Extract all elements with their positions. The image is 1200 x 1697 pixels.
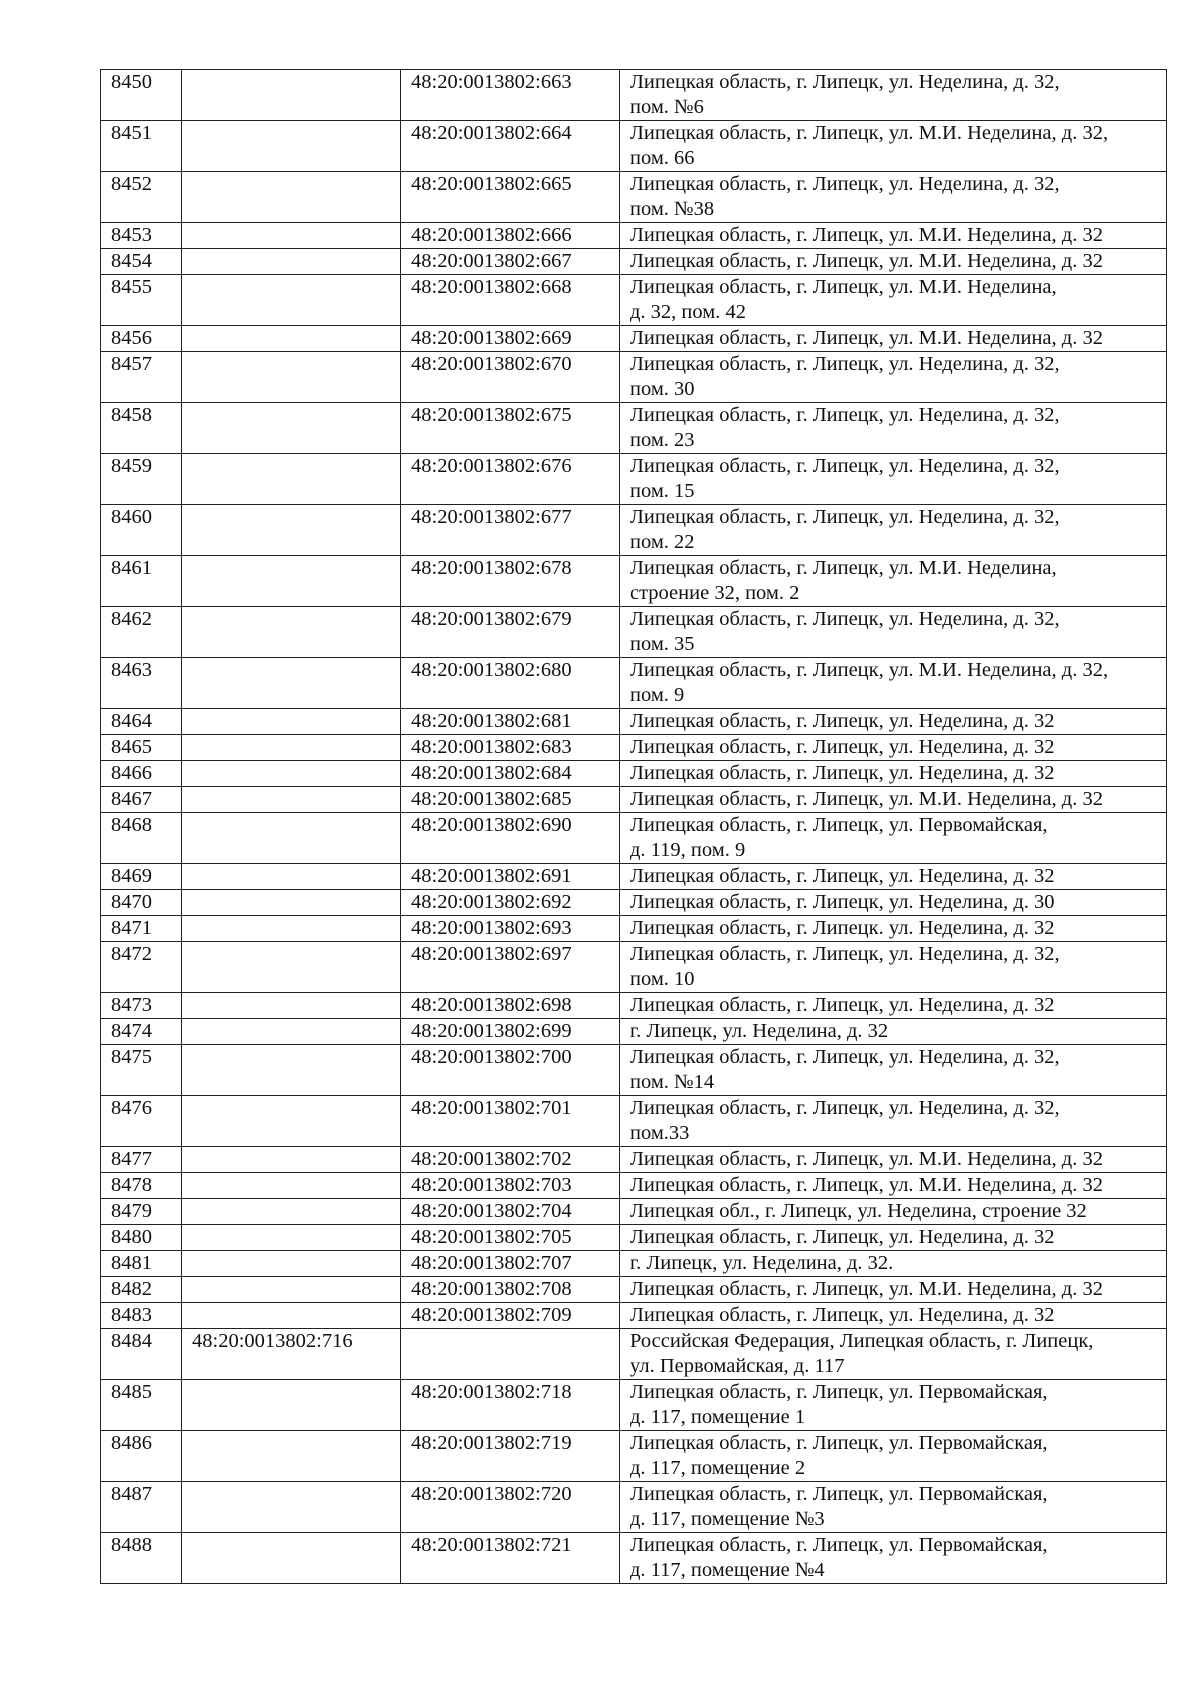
object-cadastral-number-cell: 48:20:0013802:670	[401, 352, 620, 403]
table-row	[101, 352, 1167, 403]
table-row	[101, 121, 1167, 172]
row-number-cell: 8452	[101, 172, 182, 223]
row-number-cell: 8462	[101, 607, 182, 658]
object-cadastral-number-cell: 48:20:0013802:677	[401, 505, 620, 556]
table-row	[101, 942, 1167, 993]
land-cadastral-number-cell	[182, 352, 401, 403]
address-cell: Липецкая область, г. Липецк. ул. Неделина, д. 32	[620, 916, 1167, 942]
table-row	[101, 1277, 1167, 1303]
address-cell: Липецкая область, г. Липецк, ул. Неделина, д. 32, пом. №38	[620, 172, 1167, 223]
table-row	[101, 1096, 1167, 1147]
table-row	[101, 1199, 1167, 1225]
table-row	[101, 709, 1167, 735]
table-row	[101, 1019, 1167, 1045]
land-cadastral-number-cell	[182, 735, 401, 761]
object-cadastral-number-cell: 48:20:0013802:691	[401, 864, 620, 890]
object-cadastral-number-cell: 48:20:0013802:690	[401, 813, 620, 864]
table-row	[101, 275, 1167, 326]
object-cadastral-number-cell: 48:20:0013802:718	[401, 1380, 620, 1431]
table-row	[101, 1482, 1167, 1533]
row-number-cell: 8475	[101, 1045, 182, 1096]
object-cadastral-number-cell: 48:20:0013802:664	[401, 121, 620, 172]
object-cadastral-number-cell: 48:20:0013802:708	[401, 1277, 620, 1303]
address-cell: Липецкая область, г. Липецк, ул. Неделина, д. 32, пом. 23	[620, 403, 1167, 454]
object-cadastral-number-cell: 48:20:0013802:675	[401, 403, 620, 454]
table-row	[101, 172, 1167, 223]
object-cadastral-number-cell: 48:20:0013802:680	[401, 658, 620, 709]
object-cadastral-number-cell: 48:20:0013802:665	[401, 172, 620, 223]
land-cadastral-number-cell	[182, 1045, 401, 1096]
address-cell: Липецкая область, г. Липецк, ул. М.И. Неделина, д. 32	[620, 787, 1167, 813]
table-row	[101, 1329, 1167, 1380]
row-number-cell: 8488	[101, 1533, 182, 1584]
row-number-cell: 8450	[101, 70, 182, 121]
row-number-cell: 8464	[101, 709, 182, 735]
row-number-cell: 8471	[101, 916, 182, 942]
address-cell: Липецкая область, г. Липецк, ул. М.И. Неделина, д. 32	[620, 249, 1167, 275]
land-cadastral-number-cell	[182, 916, 401, 942]
row-number-cell: 8469	[101, 864, 182, 890]
table-row	[101, 1431, 1167, 1482]
row-number-cell: 8467	[101, 787, 182, 813]
row-number-cell: 8451	[101, 121, 182, 172]
land-cadastral-number-cell	[182, 1225, 401, 1251]
address-cell: Липецкая область, г. Липецк, ул. Неделина, д. 32	[620, 993, 1167, 1019]
address-cell: Липецкая область, г. Липецк, ул. Неделина, д. 32, пом. 22	[620, 505, 1167, 556]
land-cadastral-number-cell	[182, 556, 401, 607]
address-cell: Липецкая область, г. Липецк, ул. Неделина, д. 32, пом. №14	[620, 1045, 1167, 1096]
land-cadastral-number-cell	[182, 275, 401, 326]
table-row	[101, 505, 1167, 556]
row-number-cell: 8482	[101, 1277, 182, 1303]
land-cadastral-number-cell	[182, 1277, 401, 1303]
address-cell: Липецкая область, г. Липецк, ул. М.И. Неделина, строение 32, пом. 2	[620, 556, 1167, 607]
object-cadastral-number-cell: 48:20:0013802:692	[401, 890, 620, 916]
address-cell: г. Липецк, ул. Неделина, д. 32.	[620, 1251, 1167, 1277]
row-number-cell: 8461	[101, 556, 182, 607]
object-cadastral-number-cell: 48:20:0013802:684	[401, 761, 620, 787]
land-cadastral-number-cell	[182, 942, 401, 993]
object-cadastral-number-cell: 48:20:0013802:721	[401, 1533, 620, 1584]
row-number-cell: 8473	[101, 993, 182, 1019]
row-number-cell: 8455	[101, 275, 182, 326]
land-cadastral-number-cell	[182, 658, 401, 709]
table-row	[101, 1225, 1167, 1251]
table-row	[101, 864, 1167, 890]
object-cadastral-number-cell: 48:20:0013802:707	[401, 1251, 620, 1277]
object-cadastral-number-cell: 48:20:0013802:704	[401, 1199, 620, 1225]
address-cell: Липецкая обл., г. Липецк, ул. Неделина, строение 32	[620, 1199, 1167, 1225]
object-cadastral-number-cell: 48:20:0013802:693	[401, 916, 620, 942]
table-row	[101, 249, 1167, 275]
land-cadastral-number-cell	[182, 1380, 401, 1431]
land-cadastral-number-cell	[182, 864, 401, 890]
address-cell: Липецкая область, г. Липецк, ул. М.И. Неделина, д. 32	[620, 1147, 1167, 1173]
table-row	[101, 993, 1167, 1019]
table-row	[101, 658, 1167, 709]
land-cadastral-number-cell	[182, 1173, 401, 1199]
land-cadastral-number-cell	[182, 607, 401, 658]
object-cadastral-number-cell: 48:20:0013802:678	[401, 556, 620, 607]
land-cadastral-number-cell	[182, 1482, 401, 1533]
object-cadastral-number-cell: 48:20:0013802:681	[401, 709, 620, 735]
object-cadastral-number-cell: 48:20:0013802:698	[401, 993, 620, 1019]
land-cadastral-number-cell	[182, 326, 401, 352]
row-number-cell: 8459	[101, 454, 182, 505]
object-cadastral-number-cell: 48:20:0013802:709	[401, 1303, 620, 1329]
land-cadastral-number-cell	[182, 890, 401, 916]
address-cell: Липецкая область, г. Липецк, ул. М.И. Неделина, д. 32, пом. 66	[620, 121, 1167, 172]
object-cadastral-number-cell: 48:20:0013802:679	[401, 607, 620, 658]
land-cadastral-number-cell: 48:20:0013802:716	[182, 1329, 401, 1380]
address-cell: Российская Федерация, Липецкая область, г. Липецк, ул. Первомайская, д. 117	[620, 1329, 1167, 1380]
land-cadastral-number-cell	[182, 1431, 401, 1482]
address-cell: Липецкая область, г. Липецк, ул. М.И. Неделина, д. 32, пом. 42	[620, 275, 1167, 326]
address-cell: Липецкая область, г. Липецк, ул. Первомайская, д. 119, пом. 9	[620, 813, 1167, 864]
land-cadastral-number-cell	[182, 709, 401, 735]
table-row	[101, 556, 1167, 607]
row-number-cell: 8474	[101, 1019, 182, 1045]
table-row	[101, 1251, 1167, 1277]
row-number-cell: 8479	[101, 1199, 182, 1225]
row-number-cell: 8472	[101, 942, 182, 993]
row-number-cell: 8487	[101, 1482, 182, 1533]
object-cadastral-number-cell: 48:20:0013802:669	[401, 326, 620, 352]
row-number-cell: 8476	[101, 1096, 182, 1147]
land-cadastral-number-cell	[182, 813, 401, 864]
land-cadastral-number-cell	[182, 1533, 401, 1584]
land-cadastral-number-cell	[182, 505, 401, 556]
address-cell: Липецкая область, г. Липецк, ул. Неделина, д. 32, пом. №6	[620, 70, 1167, 121]
table-row	[101, 1147, 1167, 1173]
land-cadastral-number-cell	[182, 1147, 401, 1173]
table-row	[101, 1533, 1167, 1584]
land-cadastral-number-cell	[182, 1199, 401, 1225]
land-cadastral-number-cell	[182, 249, 401, 275]
object-cadastral-number-cell: 48:20:0013802:666	[401, 223, 620, 249]
address-cell: Липецкая область, г. Липецк, ул. Первомайская, д. 117, помещение 1	[620, 1380, 1167, 1431]
table-row	[101, 326, 1167, 352]
land-cadastral-number-cell	[182, 1019, 401, 1045]
address-cell: Липецкая область, г. Липецк, ул. Первомайская, д. 117, помещение №4	[620, 1533, 1167, 1584]
table-row	[101, 1173, 1167, 1199]
row-number-cell: 8457	[101, 352, 182, 403]
table-row	[101, 454, 1167, 505]
address-cell: Липецкая область, г. Липецк, ул. Неделина, д. 32, пом. 15	[620, 454, 1167, 505]
row-number-cell: 8468	[101, 813, 182, 864]
object-cadastral-number-cell: 48:20:0013802:685	[401, 787, 620, 813]
address-cell: Липецкая область, г. Липецк, ул. М.И. Неделина, д. 32, пом. 9	[620, 658, 1167, 709]
table-row	[101, 916, 1167, 942]
land-cadastral-number-cell	[182, 1303, 401, 1329]
object-cadastral-number-cell	[401, 1329, 620, 1380]
object-cadastral-number-cell: 48:20:0013802:701	[401, 1096, 620, 1147]
row-number-cell: 8485	[101, 1380, 182, 1431]
address-cell: Липецкая область, г. Липецк, ул. М.И. Неделина, д. 32	[620, 1277, 1167, 1303]
land-cadastral-number-cell	[182, 223, 401, 249]
address-cell: Липецкая область, г. Липецк, ул. Неделина, д. 32	[620, 735, 1167, 761]
land-cadastral-number-cell	[182, 172, 401, 223]
row-number-cell: 8477	[101, 1147, 182, 1173]
land-cadastral-number-cell	[182, 1251, 401, 1277]
object-cadastral-number-cell: 48:20:0013802:703	[401, 1173, 620, 1199]
address-cell: Липецкая область, г. Липецк, ул. Неделина, д. 32	[620, 709, 1167, 735]
address-cell: Липецкая область, г. Липецк, ул. Неделина, д. 32	[620, 761, 1167, 787]
row-number-cell: 8466	[101, 761, 182, 787]
land-cadastral-number-cell	[182, 787, 401, 813]
land-cadastral-number-cell	[182, 761, 401, 787]
table-row	[101, 1303, 1167, 1329]
address-cell: Липецкая область, г. Липецк, ул. М.И. Неделина, д. 32	[620, 326, 1167, 352]
land-cadastral-number-cell	[182, 403, 401, 454]
land-cadastral-number-cell	[182, 121, 401, 172]
table-row	[101, 761, 1167, 787]
address-cell: Липецкая область, г. Липецк, ул. Первомайская, д. 117, помещение 2	[620, 1431, 1167, 1482]
object-cadastral-number-cell: 48:20:0013802:663	[401, 70, 620, 121]
table-row	[101, 70, 1167, 121]
object-cadastral-number-cell: 48:20:0013802:676	[401, 454, 620, 505]
row-number-cell: 8470	[101, 890, 182, 916]
object-cadastral-number-cell: 48:20:0013802:697	[401, 942, 620, 993]
object-cadastral-number-cell: 48:20:0013802:667	[401, 249, 620, 275]
row-number-cell: 8458	[101, 403, 182, 454]
table-row	[101, 890, 1167, 916]
address-cell: Липецкая область, г. Липецк, ул. Неделина, д. 32, пом. 10	[620, 942, 1167, 993]
row-number-cell: 8456	[101, 326, 182, 352]
land-cadastral-number-cell	[182, 70, 401, 121]
row-number-cell: 8465	[101, 735, 182, 761]
address-cell: Липецкая область, г. Липецк, ул. Неделина, д. 30	[620, 890, 1167, 916]
land-cadastral-number-cell	[182, 993, 401, 1019]
address-cell: Липецкая область, г. Липецк, ул. М.И. Неделина, д. 32	[620, 1173, 1167, 1199]
row-number-cell: 8484	[101, 1329, 182, 1380]
table-row	[101, 1045, 1167, 1096]
table-row	[101, 1380, 1167, 1431]
address-cell: Липецкая область, г. Липецк, ул. Неделина, д. 32	[620, 1303, 1167, 1329]
object-cadastral-number-cell: 48:20:0013802:699	[401, 1019, 620, 1045]
registry-table	[100, 69, 1167, 1584]
object-cadastral-number-cell: 48:20:0013802:720	[401, 1482, 620, 1533]
object-cadastral-number-cell: 48:20:0013802:668	[401, 275, 620, 326]
row-number-cell: 8463	[101, 658, 182, 709]
address-cell: Липецкая область, г. Липецк, ул. Неделина, д. 32	[620, 1225, 1167, 1251]
address-cell: Липецкая область, г. Липецк, ул. М.И. Неделина, д. 32	[620, 223, 1167, 249]
table-row	[101, 607, 1167, 658]
row-number-cell: 8454	[101, 249, 182, 275]
address-cell: Липецкая область, г. Липецк, ул. Неделина, д. 32	[620, 864, 1167, 890]
object-cadastral-number-cell: 48:20:0013802:683	[401, 735, 620, 761]
address-cell: Липецкая область, г. Липецк, ул. Первомайская, д. 117, помещение №3	[620, 1482, 1167, 1533]
object-cadastral-number-cell: 48:20:0013802:700	[401, 1045, 620, 1096]
row-number-cell: 8486	[101, 1431, 182, 1482]
row-number-cell: 8478	[101, 1173, 182, 1199]
land-cadastral-number-cell	[182, 454, 401, 505]
object-cadastral-number-cell: 48:20:0013802:702	[401, 1147, 620, 1173]
address-cell: Липецкая область, г. Липецк, ул. Неделина, д. 32, пом.33	[620, 1096, 1167, 1147]
table-row	[101, 813, 1167, 864]
registry-table-body	[101, 70, 1167, 1584]
row-number-cell: 8480	[101, 1225, 182, 1251]
row-number-cell: 8481	[101, 1251, 182, 1277]
object-cadastral-number-cell: 48:20:0013802:705	[401, 1225, 620, 1251]
address-cell: Липецкая область, г. Липецк, ул. Неделина, д. 32, пом. 35	[620, 607, 1167, 658]
object-cadastral-number-cell: 48:20:0013802:719	[401, 1431, 620, 1482]
row-number-cell: 8483	[101, 1303, 182, 1329]
land-cadastral-number-cell	[182, 1096, 401, 1147]
address-cell: Липецкая область, г. Липецк, ул. Неделина, д. 32, пом. 30	[620, 352, 1167, 403]
table-row	[101, 223, 1167, 249]
address-cell: г. Липецк, ул. Неделина, д. 32	[620, 1019, 1167, 1045]
row-number-cell: 8460	[101, 505, 182, 556]
table-row	[101, 403, 1167, 454]
table-row	[101, 735, 1167, 761]
row-number-cell: 8453	[101, 223, 182, 249]
table-row	[101, 787, 1167, 813]
